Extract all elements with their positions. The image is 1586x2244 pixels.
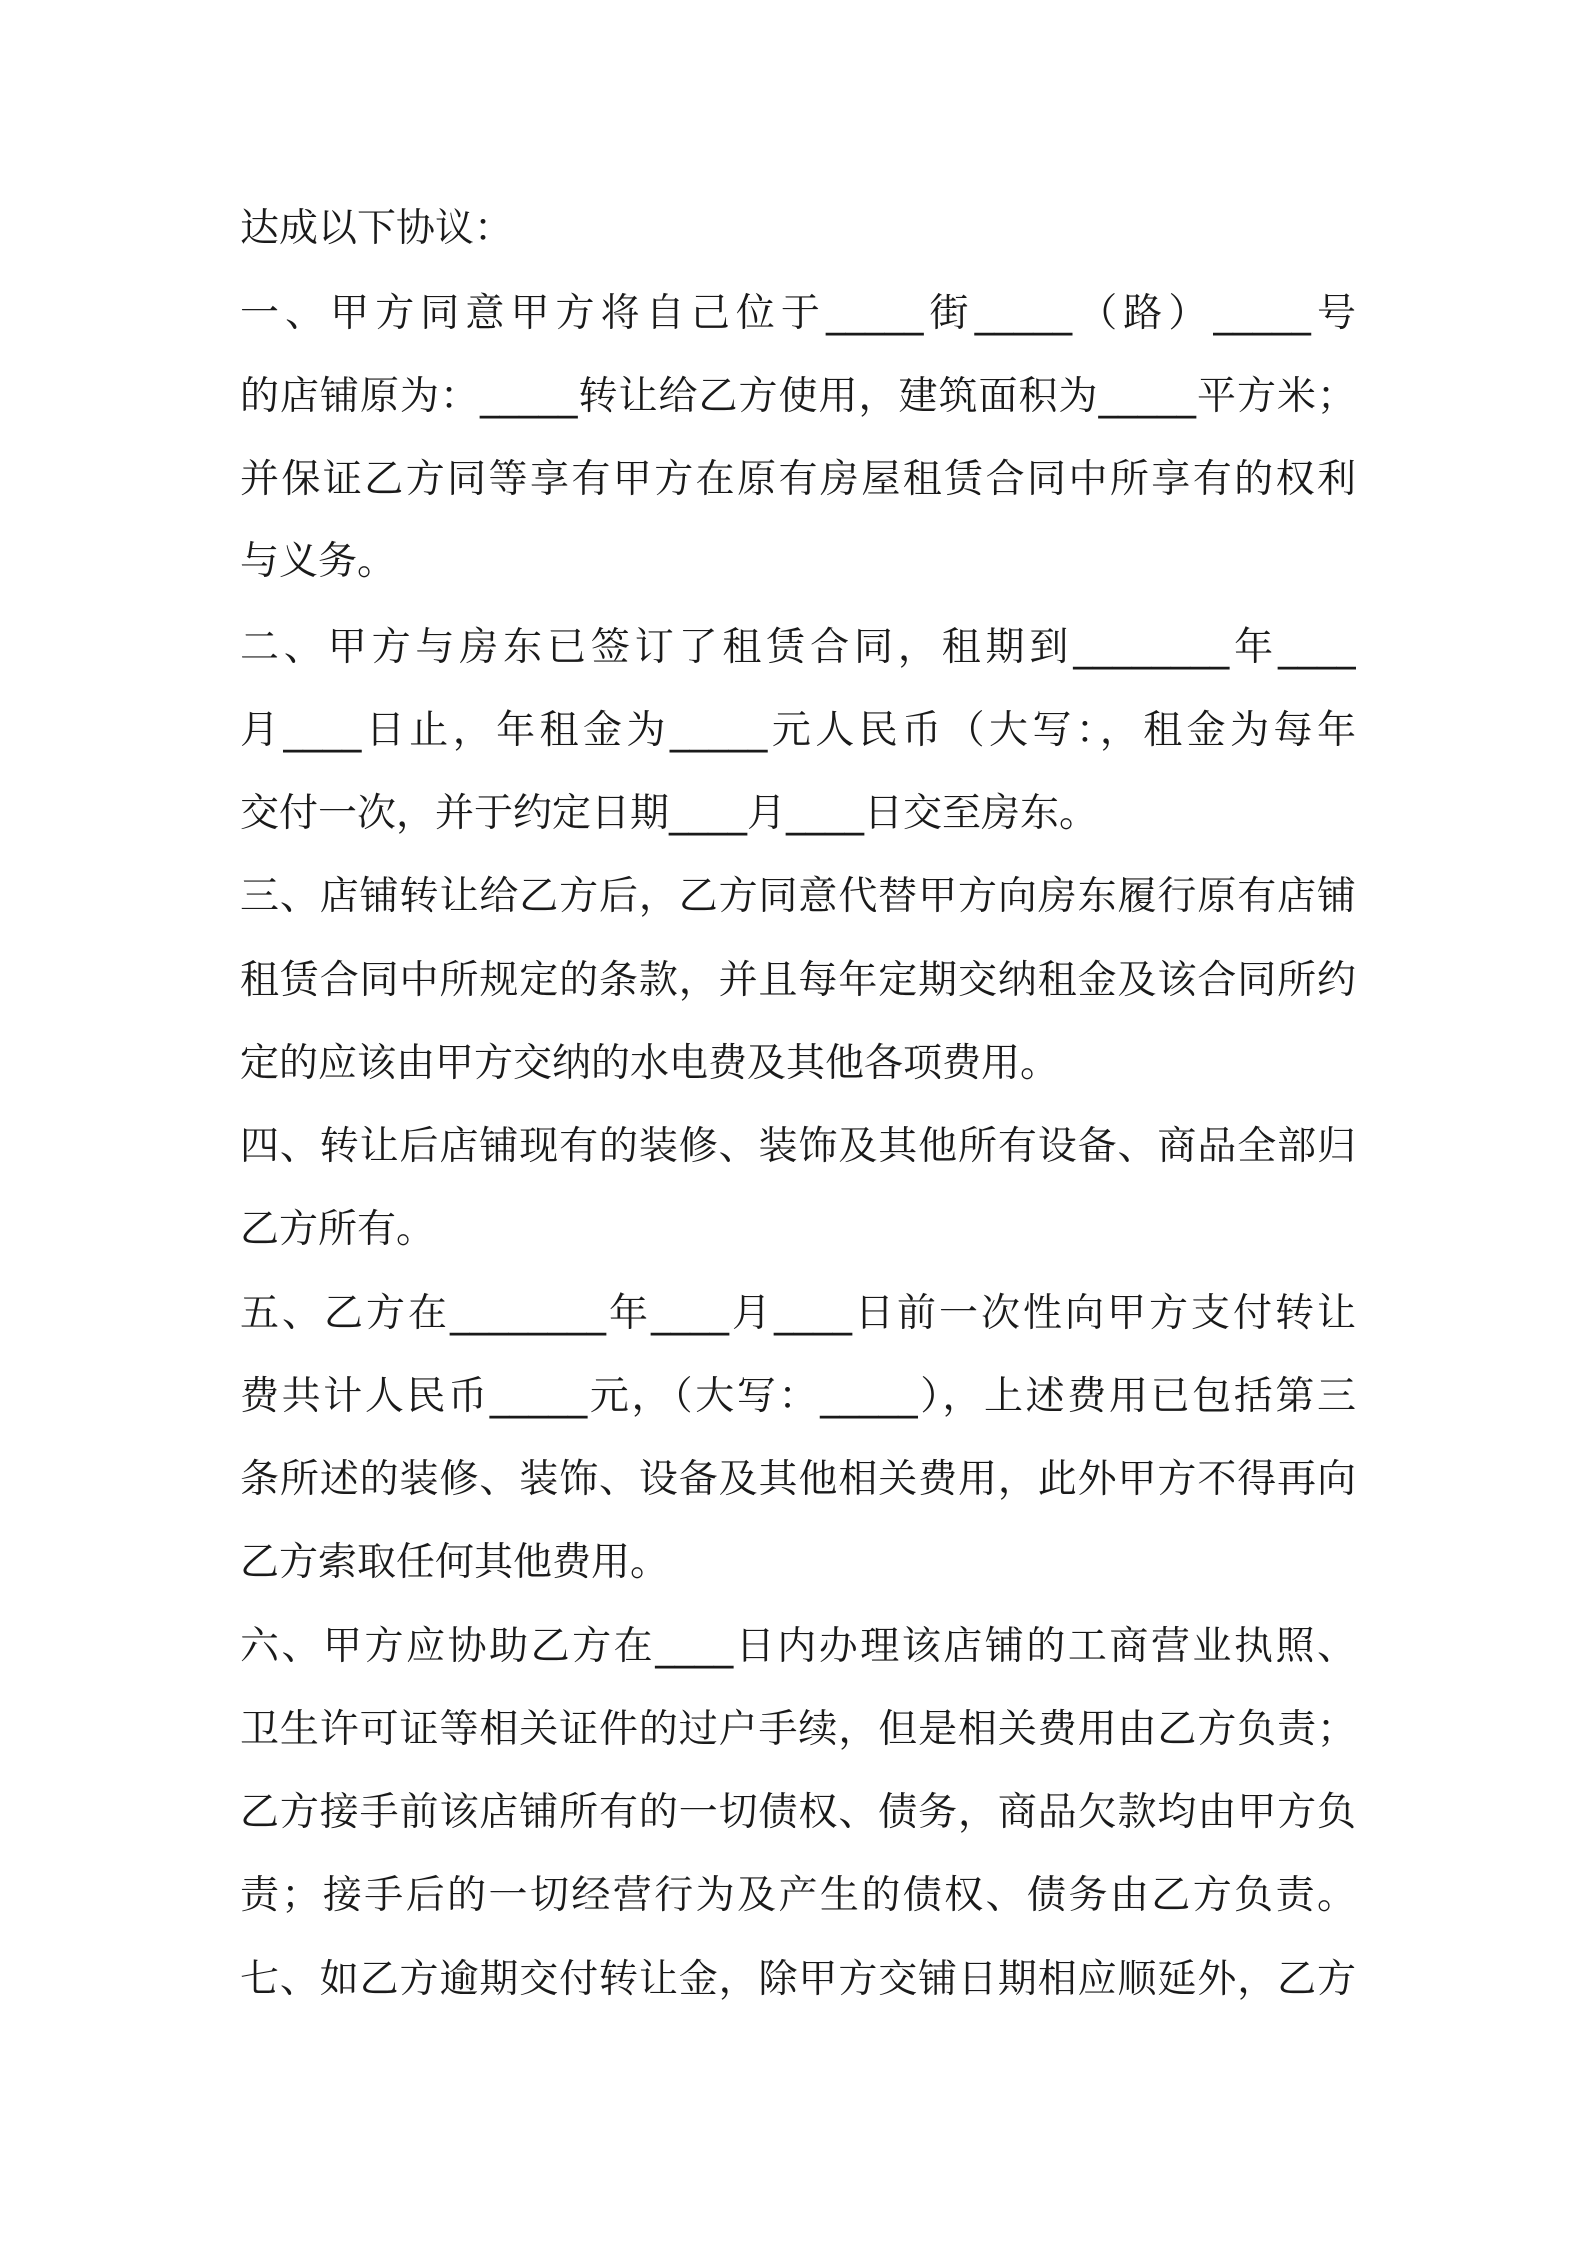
text-line: 交付一次，并于约定日期____月____日交至房东。 [240, 791, 1099, 836]
text-line: 卫生许可证等相关证件的过户手续，但是相关费用由乙方负责； [240, 1707, 1356, 1752]
text-line: 乙方所有。 [240, 1207, 436, 1252]
text-line: 一、甲方同意甲方将自己位于_____街_____（路）_____号 [240, 291, 1356, 336]
text-line: 三、店铺转让给乙方后，乙方同意代替甲方向房东履行原有店铺 [240, 874, 1356, 919]
text-line: 的店铺原为：_____转让给乙方使用，建筑面积为_____平方米； [240, 374, 1356, 419]
text-line: 责；接手后的一切经营行为及产生的债权、债务由乙方负责。 [240, 1873, 1356, 1918]
text-line: 五、乙方在________年____月____日前一次性向甲方支付转让 [240, 1291, 1356, 1336]
text-line: 月____日止，年租金为_____元人民币（大写：，租金为每年 [240, 708, 1356, 753]
text-line: 乙方索取任何其他费用。 [240, 1540, 670, 1585]
text-line: 四、转让后店铺现有的装修、装饰及其他所有设备、商品全部归 [240, 1124, 1356, 1169]
text-line: 乙方接手前该店铺所有的一切债权、债务，商品欠款均由甲方负 [240, 1790, 1356, 1835]
text-line: 费共计人民币_____元，（大写：_____），上述费用已包括第三 [240, 1374, 1356, 1419]
text-line: 六、甲方应协助乙方在____日内办理该店铺的工商营业执照、 [240, 1624, 1356, 1669]
text-line: 条所述的装修、装饰、设备及其他相关费用，此外甲方不得再向 [240, 1457, 1356, 1502]
text-line: 七、如乙方逾期交付转让金，除甲方交铺日期相应顺延外，乙方 [240, 1957, 1356, 2002]
text-line: 与义务。 [240, 539, 397, 584]
text-line: 租赁合同中所规定的条款，并且每年定期交纳租金及该合同所约 [240, 958, 1356, 1003]
text-line: 二、甲方与房东已签订了租赁合同，租期到________年____ [240, 625, 1356, 670]
text-line: 达成以下协议： [240, 206, 514, 251]
text-line: 并保证乙方同等享有甲方在原有房屋租赁合同中所享有的权利 [240, 457, 1356, 502]
text-line: 定的应该由甲方交纳的水电费及其他各项费用。 [240, 1041, 1060, 1086]
